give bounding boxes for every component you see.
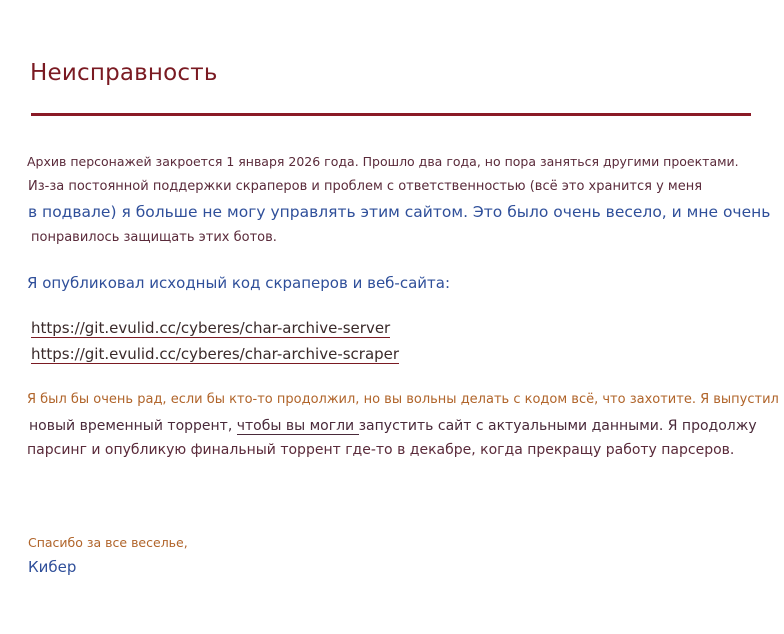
closing-text-line-2 [29, 418, 757, 434]
notice-text-line-1: Архив персонажей закроется 1 января 2026 года. Прошло два года, но пора заняться другими проектами. [27, 154, 739, 169]
signoff-thanks: Спасибо за все веселье, [28, 535, 188, 550]
scraper-repo-link[interactable]: https://git.evulid.cc/cyberes/char-archive-scraper [31, 345, 400, 363]
closing-text-line-2-start: новый временный торрент, [29, 418, 237, 434]
closing-text-line-1: Я был бы очень рад, если бы кто-то продолжил, но вы вольны делать с кодом всё, что захотите. Я выпустил [27, 392, 779, 407]
source-code-intro: Я опубликовал исходный код скраперов и веб-сайта: [27, 274, 451, 292]
signoff-name: Кибер [28, 558, 77, 576]
server-repo-link[interactable]: https://git.evulid.cc/cyberes/char-archive-server [31, 319, 391, 337]
closing-text-underlined: чтобы вы могли [236, 418, 359, 434]
notice-text-line-2: Из-за постоянной поддержки скраперов и проблем с ответственностью (всё это хранится у меня [28, 179, 703, 194]
closing-text-line-2-end: запустить сайт с актуальными данными. Я продолжу [358, 418, 757, 434]
notice-text-line-4: понравилось защищать этих ботов. [31, 230, 277, 245]
closing-text-line-3: парсинг и опубликую финальный торрент где-то в декабре, когда прекращу работу парсеров. [27, 442, 735, 458]
notice-text-line-3: в подвале) я больше не могу управлять этим сайтом. Это было очень весело, и мне очень [28, 203, 771, 221]
title-divider [31, 113, 751, 116]
page-title: Неисправность [30, 60, 218, 86]
